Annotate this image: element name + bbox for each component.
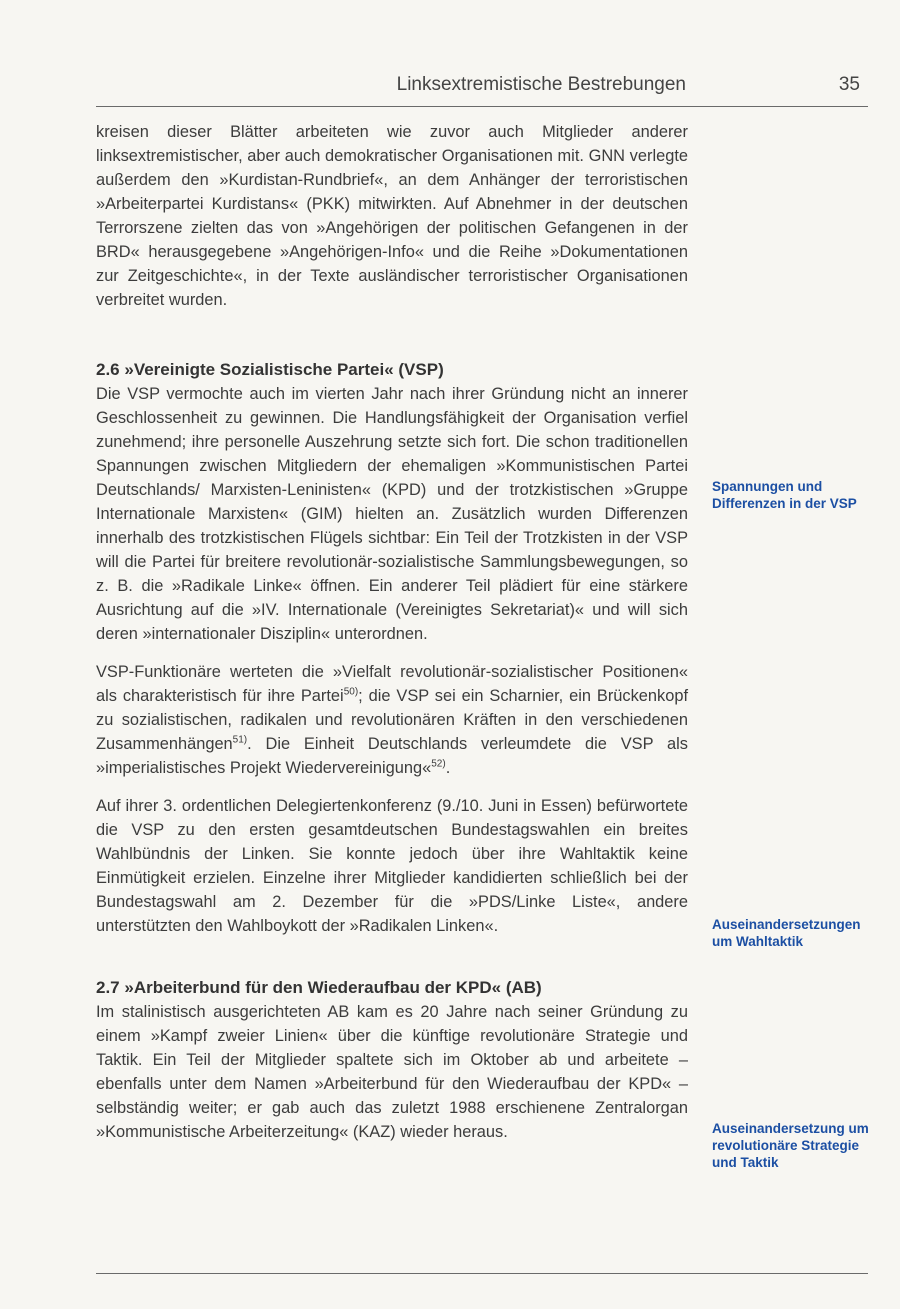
section-number: 2.7 — [96, 978, 120, 997]
footnote-ref-50: 50) — [343, 686, 359, 698]
footnote-ref-51: 51) — [232, 734, 248, 746]
vsp-paragraph-1: Die VSP vermochte auch im vierten Jahr nach ihrer Gründung nicht an innerer Geschlossenheit zu gewinnen. Die Handlungsfähigkeit der Organisation verfiel zunehmend; ihre personelle Auszehrung setzte sich fort. Die schon traditionellen Spannungen zwischen Mitgliedern der ehemaligen »Kommunistischen Partei Deutschlands/ Marxisten-Leninisten« (KPD) und der trotzkistischen »Gruppe Internationale Marxisten« (GIM) hielten an. Zusätzlich wurden Differenzen innerhalb des trotzkistischen Flügels sichtbar: Ein Teil der Trotzkisten in der VSP will die Partei für breitere revolutionär-sozialistische Sammlungsbewegungen, so z. B. die »Radikale Linke« öffnen. Ein anderer Teil plädiert für eine stärkere Ausrichtung auf die »IV. Internationale (Vereinigtes Sekretariat)« und will sich deren »internationaler Disziplin« unterordnen. — [96, 385, 688, 643]
section-heading-2-6 — [96, 358, 688, 382]
margin-note-vsp-tensions: Spannungen und Differenzen in der VSP — [712, 479, 857, 511]
page-header — [96, 74, 868, 107]
margin-note-strategy: Auseinandersetzung um revolutionäre Strategie und Taktik — [712, 1121, 869, 1170]
page-number: 35 — [838, 74, 860, 95]
running-title: Linksextremistische Bestrebungen — [396, 74, 686, 95]
main-text-column — [96, 120, 688, 1144]
text-run: . — [445, 759, 451, 777]
text-run: ; die VSP sei ein Scharnier, ein Brückenkopf zu sozialistischen, radikalen und revolutionären Kräften in den verschiedenen Zusammenhängen — [96, 687, 688, 753]
footnote-ref-52: 52) — [431, 758, 446, 770]
footer-rule — [96, 1273, 868, 1274]
margin-note-election-tactics: Auseinandersetzungen um Wahltaktik — [712, 917, 861, 949]
text-run: VSP-Funktionäre werteten die »Vielfalt revolutionär-sozialistischer Positionen« als charakteristisch für ihre Partei — [96, 663, 688, 705]
text-run: . Die Einheit Deutschlands verleumdete die VSP als »imperialistisches Projekt Wiedervereinigung« — [96, 735, 688, 777]
section-title: »Vereinigte Sozialistische Partei« (VSP) — [124, 360, 444, 379]
ab-paragraph-1: Im stalinistisch ausgerichteten AB kam es 20 Jahre nach seiner Gründung zu einem »Kampf zweier Linien« über die künftige revolutionäre Strategie und Taktik. Ein Teil der Mitglieder spaltete sich im Oktober ab und arbeitete – ebenfalls unter dem Namen »Arbeiterbund für den Wiederaufbau der KPD« – selbständig weiter; er gab auch das zuletzt 1988 erschienene Zentralorgan »Kommunistische Arbeiterzeitung« (KAZ) wieder heraus. — [96, 1003, 688, 1141]
intro-paragraph: kreisen dieser Blätter arbeiteten wie zuvor auch Mitglieder anderer linksextremistischer, aber auch demokratischer Organisationen mit. GNN verlegte außerdem den »Kurdistan-Rundbrief«, an dem Anhänger der terroristischen »Arbeiterpartei Kurdistans« (PKK) mitwirkten. Auf Abnehmer in der deutschen Terrorszene zielten das von »Angehörigen der politischen Gefangenen in der BRD« herausgegebene »Angehörigen-Info« und die Reihe »Dokumentationen zur Zeitgeschichte«, in der Texte ausländischer terroristischer Organisationen verbreitet wurden. — [96, 123, 688, 309]
vsp-paragraph-2 — [96, 660, 688, 780]
section-title: »Arbeiterbund für den Wiederaufbau der KPD« (AB) — [124, 978, 542, 997]
vsp-paragraph-3: Auf ihrer 3. ordentlichen Delegiertenkonferenz (9./10. Juni in Essen) befürwortete die VSP zu den ersten gesamtdeutschen Bundestagswahlen ein breites Wahlbündnis der Linken. Sie konnte jedoch über ihre Wahltaktik keine Einmütigkeit erzielen. Einzelne ihrer Mitglieder kandidierten schließlich bei der Bundestagswahl am 2. Dezember für die »PDS/Linke Liste«, andere unterstützten den Wahlboykott der »Radikalen Linken«. — [96, 797, 688, 935]
section-heading-2-7 — [96, 976, 688, 1000]
section-number: 2.6 — [96, 360, 120, 379]
